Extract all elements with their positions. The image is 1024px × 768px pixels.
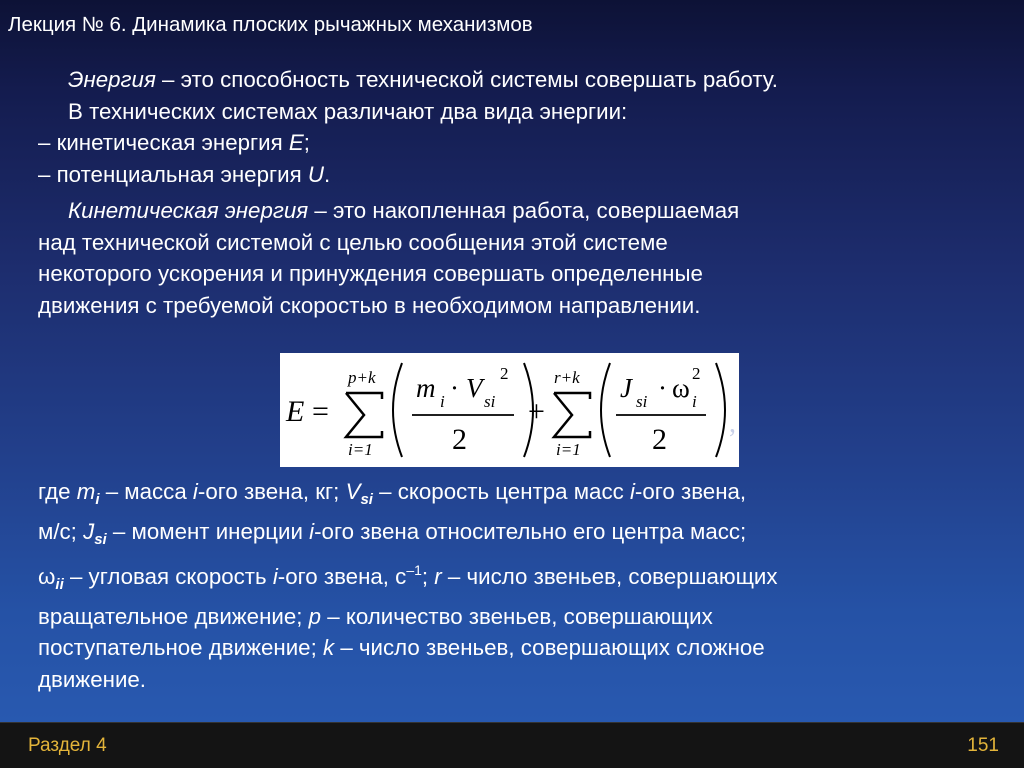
sum2-upper-limit: r+k — [554, 368, 580, 387]
slide-header — [0, 0, 1024, 50]
term2-omega-sub: i — [692, 392, 697, 411]
right-paren-2-icon — [716, 363, 725, 457]
term2-omega: ω — [672, 373, 690, 403]
slide-footer — [0, 722, 1024, 768]
left-paren-2-icon — [601, 363, 610, 457]
energy-kinds-intro: В технических системах различают два вида энергии: — [68, 98, 628, 124]
kinetic-definition-line1: Кинетическая энергия – это накопленная работа, совершаемая — [68, 198, 740, 223]
potential-energy-item: – потенциальная энергия U. — [38, 161, 331, 187]
term2-inertia: J — [620, 373, 632, 403]
term1-power: 2 — [500, 364, 509, 383]
term1-dot: · — [450, 373, 459, 403]
notation-line6: движение. — [38, 666, 146, 692]
notation-line5: поступательное движение; k – число звеньев, совершающих сложное — [38, 635, 765, 660]
sum2-lower-limit: i=1 — [556, 440, 581, 459]
energy-term: Энергия — [68, 67, 156, 92]
lecture-title: Лекция № 6. Динамика плоских рычажных механизмов — [8, 13, 533, 36]
formula-comma: , — [729, 408, 736, 439]
formula-plus: + — [528, 395, 545, 428]
notation-line2: м/с; $J_{si}$ – момент инерции i-ого звена относительно его центра масс; — [38, 518, 747, 548]
notation-line1: где $m_i$ – масса i-ого звена, кг; $V_{si}$ – скорость центра масс i-ого звена, — [38, 479, 747, 508]
kinetic-term: Кинетическая энергия — [68, 198, 309, 223]
kinetic-energy-item: – кинетическая энергия E; — [38, 130, 310, 155]
term1-mass: m — [416, 373, 436, 403]
term2-power: 2 — [692, 364, 701, 383]
sum1-upper-limit: p+k — [348, 368, 376, 387]
potential-symbol: U — [307, 161, 324, 187]
term2-denominator: 2 — [652, 423, 667, 456]
intro-block — [38, 64, 998, 321]
section-label: Раздел 4 — [28, 735, 107, 756]
kinetic-energy-formula — [280, 353, 739, 467]
term1-mass-sub: i — [440, 392, 445, 411]
kinetic-definition-line3: некоторого ускорения и принуждения совершать определенные — [38, 261, 703, 286]
sum1-sigma-icon — [346, 393, 382, 437]
kinetic-symbol: E — [288, 130, 304, 155]
left-paren-icon — [393, 363, 402, 457]
sum2-sigma-icon — [554, 393, 590, 437]
formula-equals: = — [312, 395, 329, 428]
sum1-lower-limit: i=1 — [348, 440, 373, 459]
energy-definition — [38, 64, 998, 96]
energy-definition-text: – это способность технической системы совершать работу. — [155, 67, 778, 92]
formula-lhs: E — [286, 395, 305, 428]
kinetic-definition-line4: движения с требуемой скоростью в необходимом направлении. — [38, 292, 701, 318]
notation-line3: $\omega_{ii}$ – угловая скорость i-ого звена, $с^{-1}$; r – число звеньев, совершающих — [38, 562, 778, 593]
term1-velocity: V — [466, 373, 483, 403]
term1-velocity-sub: si — [484, 392, 496, 411]
term2-dot: · — [658, 373, 667, 403]
term2-inertia-sub: si — [636, 392, 648, 411]
notation-explanation — [38, 476, 998, 695]
kinetic-definition-line2: над технической системой с целью сообщения этой системе — [38, 229, 668, 255]
page-number: 151 — [967, 735, 999, 756]
term1-denominator: 2 — [452, 423, 467, 456]
notation-line4: вращательное движение; p – количество звеньев, совершающих — [38, 603, 713, 629]
